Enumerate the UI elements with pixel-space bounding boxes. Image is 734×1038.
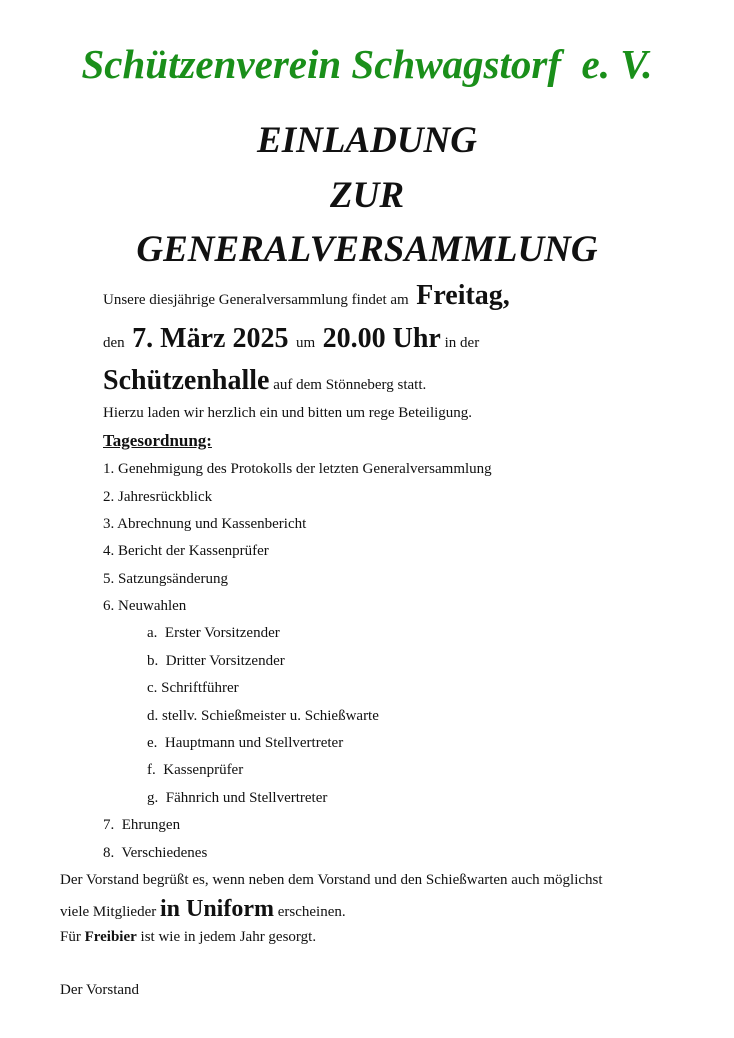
- beer-line: [60, 928, 316, 946]
- beer-suffix: ist wie in jedem Jahr gesorgt.: [140, 929, 317, 945]
- agenda-item: 1. Genehmigung des Protokolls der letzten Generalversammlung: [103, 461, 492, 477]
- agenda-item: 6. Neuwahlen: [103, 598, 187, 614]
- in-der-text: in der: [444, 335, 480, 351]
- venue-suffix: auf dem Stönneberg statt.: [273, 377, 427, 393]
- agenda-item: 2. Jahresrückblick: [103, 489, 213, 505]
- meeting-date: 7. März 2025: [132, 323, 289, 354]
- agenda-item: 7. Ehrungen: [103, 817, 181, 833]
- intro-line-3: [103, 364, 426, 398]
- uniform-emphasis: in Uniform: [159, 896, 274, 922]
- agenda-item: 8. Verschiedenes: [103, 845, 208, 861]
- club-title: Schützenverein Schwagstorf e. V.: [81, 41, 653, 87]
- beer-emphasis: Freibier: [84, 929, 137, 945]
- agenda-subitem: e. Hauptmann und Stellvertreter: [147, 735, 344, 751]
- agenda-item: 4. Bericht der Kassenprüfer: [103, 543, 269, 559]
- intro-text: Unsere diesjährige Generalversammlung findet am: [103, 292, 409, 308]
- agenda-title: Tagesordnung:: [103, 431, 212, 450]
- heading-einladung: EINLADUNG: [257, 120, 477, 161]
- intro-line-1: [103, 279, 510, 313]
- beer-prefix: Für: [60, 929, 81, 945]
- heading-zur: ZUR: [330, 175, 404, 216]
- weekday: Freitag,: [416, 280, 510, 311]
- agenda-subitem: b. Dritter Vorsitzender: [147, 653, 285, 669]
- closing-line-2: [60, 895, 346, 924]
- heading-generalversammlung: GENERALVERSAMMLUNG: [136, 229, 598, 270]
- signature: Der Vorstand: [60, 982, 140, 998]
- um-text: um: [295, 335, 316, 351]
- venue: Schützenhalle: [103, 365, 270, 396]
- agenda-item: 3. Abrechnung und Kassenbericht: [103, 516, 307, 532]
- invite-sentence: Hierzu laden wir herzlich ein und bitten um rege Beteiligung.: [103, 405, 473, 421]
- agenda-subitem: c. Schriftführer: [147, 680, 239, 696]
- intro-line-2: [103, 322, 479, 356]
- meeting-time: 20.00 Uhr: [322, 323, 441, 354]
- closing-prefix: viele Mitglieder: [60, 904, 157, 920]
- agenda-item: 5. Satzungsänderung: [103, 571, 228, 587]
- agenda-subitem: g. Fähnrich und Stellvertreter: [147, 790, 328, 806]
- closing-suffix: erscheinen.: [277, 904, 346, 920]
- agenda-subitem: a. Erster Vorsitzender: [147, 625, 280, 641]
- den-text: den: [103, 335, 125, 351]
- closing-line-1: Der Vorstand begrüßt es, wenn neben dem Vorstand und den Schießwarten auch möglichst: [60, 872, 603, 888]
- agenda-subitem: d. stellv. Schießmeister u. Schießwarte: [147, 708, 379, 724]
- agenda-subitem: f. Kassenprüfer: [147, 762, 244, 778]
